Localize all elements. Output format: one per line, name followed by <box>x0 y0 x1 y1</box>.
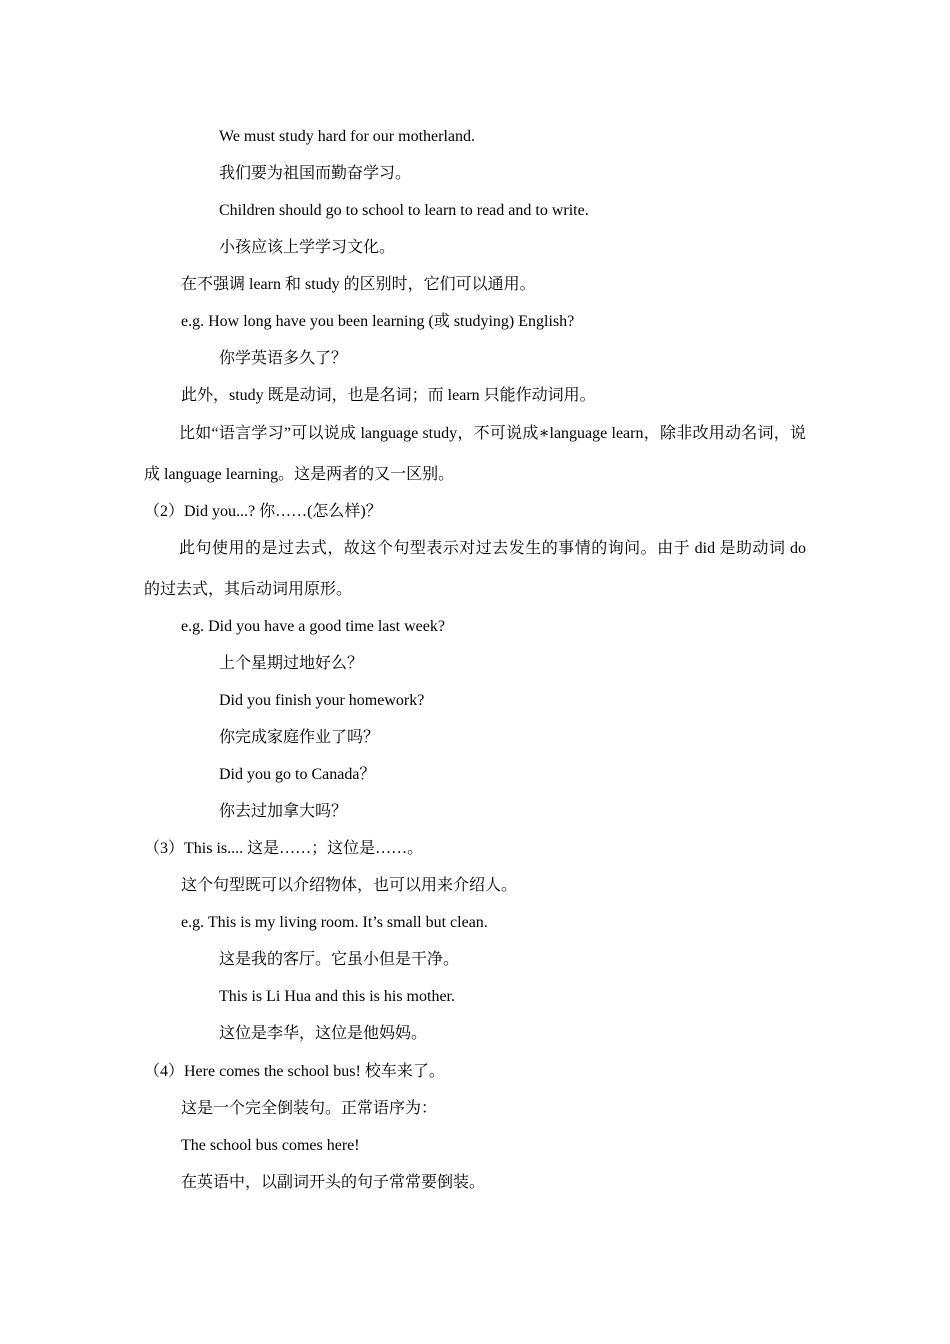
example-sentence-en: e.g. How long have you been learning (或 studying) English? <box>181 313 575 330</box>
example-sentence-zh: 上个星期过地好么？ <box>219 655 364 672</box>
example-sentence-zh: 你完成家庭作业了吗？ <box>219 729 380 746</box>
explanation-text: 在英语中，以副词开头的句子常常要倒装。 <box>181 1174 486 1191</box>
example-sentence-en: Did you go to Canada？ <box>219 766 376 783</box>
explanation-text: 在不强调 learn 和 study 的区别时，它们可以通用。 <box>181 276 536 293</box>
example-sentence-en: Did you finish your homework? <box>219 692 425 709</box>
explanation-paragraph: 此句使用的是过去式，故这个句型表示对过去发生的事情的询问。由于 did 是助动词 do 的过去式，其后动词用原形。 <box>144 540 806 598</box>
example-sentence-en: We must study hard for our motherland. <box>219 128 475 145</box>
example-sentence-zh: 这是我的客厅。它虽小但是干净。 <box>219 951 460 968</box>
example-sentence-zh: 你学英语多久了？ <box>219 350 348 367</box>
section-heading-4: （4）Here comes the school bus! 校车来了。 <box>144 1063 445 1080</box>
example-sentence-en: e.g. This is my living room. It’s small but clean. <box>181 914 488 931</box>
section-heading-2: （2）Did you...? 你……(怎么样)？ <box>144 503 382 520</box>
example-sentence-zh: 小孩应该上学学习文化。 <box>219 239 396 256</box>
explanation-text: 此外，study 既是动词，也是名词；而 learn 只能作动词用。 <box>181 387 596 404</box>
example-sentence-zh: 你去过加拿大吗？ <box>219 803 348 820</box>
section-heading-3: （3）This is.... 这是……；这位是……。 <box>144 840 424 857</box>
example-sentence-en: e.g. Did you have a good time last week? <box>181 618 445 635</box>
explanation-text: 这是一个完全倒装句。正常语序为： <box>181 1100 438 1117</box>
explanation-paragraph: 比如“语言学习”可以说成 language study，不可说成∗language learn，除非改用动名词，说成 language learning。这是两者的又一区别。 <box>144 425 806 483</box>
example-sentence-zh: 这位是李华，这位是他妈妈。 <box>219 1025 428 1042</box>
example-sentence-zh: 我们要为祖国而勤奋学习。 <box>219 165 412 182</box>
explanation-text: 这个句型既可以介绍物体，也可以用来介绍人。 <box>181 877 518 894</box>
example-sentence-en: The school bus comes here! <box>181 1137 360 1154</box>
example-sentence-en: Children should go to school to learn to read and to write. <box>219 202 589 219</box>
example-sentence-en: This is Li Hua and this is his mother. <box>219 988 455 1005</box>
